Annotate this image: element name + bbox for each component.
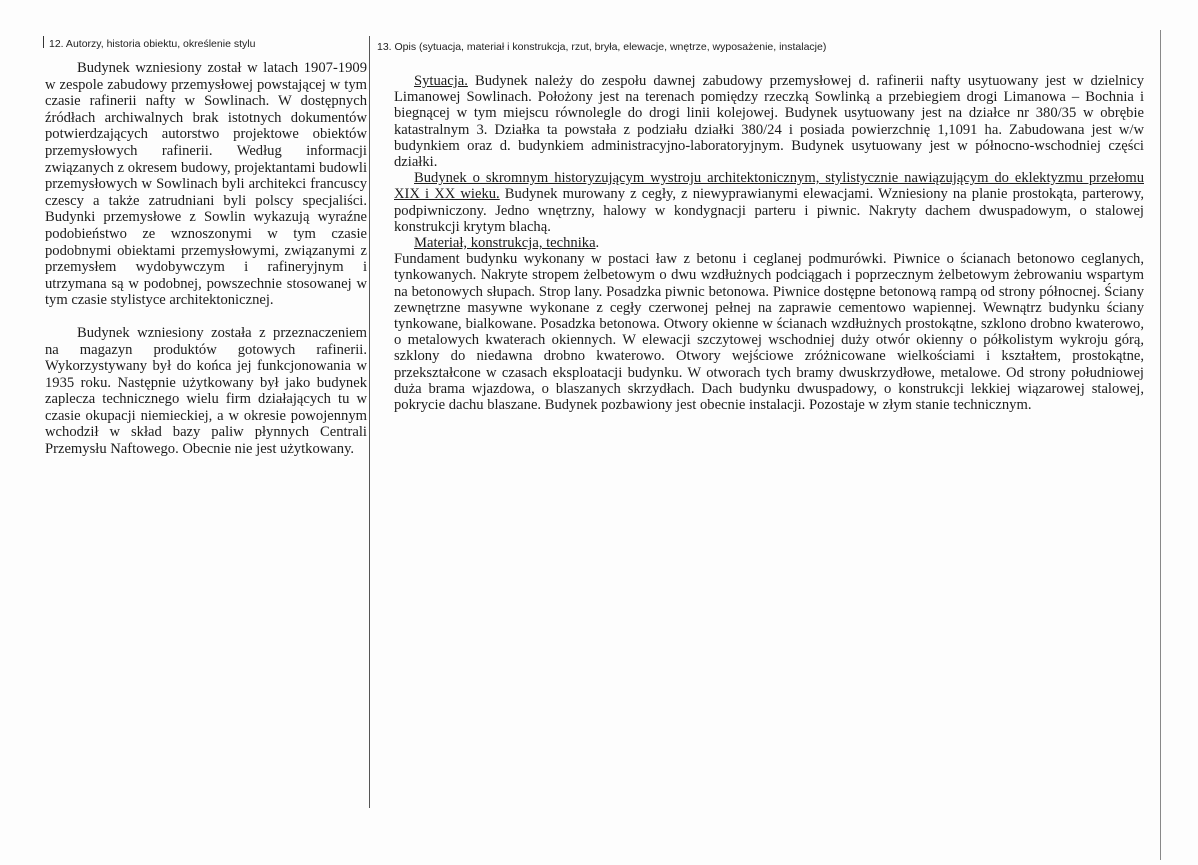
situation-label: Sytuacja. (414, 73, 468, 89)
material-label-end: . (595, 235, 600, 252)
material-heading (394, 235, 1144, 251)
style-paragraph (394, 170, 1144, 235)
left-column (45, 60, 367, 458)
situation-text: Budynek należy do zespołu dawnej zabudowy przemysłowej d. rafinerii nafty usytuowany jest w dzielnicy Limanowej Sowlinach. Położony jest na terenach pomiędzy rzeczką Sowlinką a przebiegiem drogi Limanowa – Bochnia i biegnącej w tym miejscu równolegle do drogi linii kolejowej. Budynek usytuowany jest na działce nr 380/35 w obrębie katastralnym 3. Działka ta powstała z podziału działki 380/24 i posiada powierzchnię 1,1091 ha. Zabudowana jest w/w budynkiem oraz d. budynkiem administracyjno-laboratoryjnym. Budynek usytuowany jest w północno-wschodniej części działki. (394, 73, 1144, 171)
style-text: Budynek murowany z cegły, z niewyprawianymi elewacjami. Wzniesiony na planie prostokąta, parterowy, podpiwniczony. Jedno wnętrzny, halowy w kondygnacji parteru i piwnic. Nakryty dachem dwuspadowym, o stalowej konstrukcji krytym blachą. (394, 186, 1144, 235)
history-paragraph-2: Budynek wzniesiony została z przeznaczeniem na magazyn produktów gotowych rafinerii. Wykorzystywany był do końca jej funkcjonowania w 1935 roku. Następnie użytkowany był jako budynek zaplecza technicznego wielu firm działających tu w czasie okupacji niemieckiej, a w okresie powojennym wchodził w skład bazy paliw płynnych Centrali Przemysłu Naftowego. Obecnie nie jest użytkowany. (45, 324, 367, 458)
right-column (394, 73, 1144, 413)
left-column-header: 12. Autorzy, historia obiektu, określenie stylu (49, 38, 256, 50)
situation-paragraph (394, 73, 1144, 170)
style-label: Budynek o skromnym historyzującym wystroju architektonicznym, stylistycznie nawiązującym do eklektyzmu przełomu XIX i XX wieku. (394, 170, 1144, 203)
right-column-header: 13. Opis (sytuacja, materiał i konstrukcja, rzut, bryła, elewacje, wnętrze, wyposażenie, instalacje) (377, 41, 827, 53)
material-label: Materiał, konstrukcja, technika (414, 235, 596, 252)
history-paragraph-1: Budynek wzniesiony został w latach 1907-1909 w zespole zabudowy przemysłowej powstającej w tym czasie rafinerii nafty w Sowlinach. W dostępnych źródłach archiwalnych brak istotnych dokumentów potwierdzających autorstwo projektowe obiektów przemysłowych rafinerii. Według informacji związanych z okresem budowy, projektantami budowli przemysłowych w Sowlinach byli architekci francuscy czescy a także zatrudniani byli polscy specjaliści. Budynki przemysłowe z Sowlin wykazują wyraźne podobieństwo ze wznoszonymi w tym czasie podobnymi obiektami przemysłowymi, związanymi z przemysłem wydobywczym i rafineryjnym i utrzymana są w podobnej, powszechnie stosowanej w tym czasie stylistyce architektonicznej. (45, 60, 367, 309)
column-divider (369, 36, 370, 808)
material-paragraph: Fundament budynku wykonany w postaci ław z betonu i ceglanej podmurówki. Piwnice o ścianach betonowo ceglanych, tynkowanych. Nakryte stropem żelbetowym o dwu wzdłużnych podciągach i poprzecznym żelbetowym żebrowaniu wspartym na betonowych słupach. Strop lany. Posadzka piwnic betonowa. Piwnice dostępne betonową rampą od strony północnej. Ściany zewnętrzne masywne wykonane z cegły czerwonej pełnej na zaprawie cementowo wapiennej. Wewnątrz budynku ściany tynkowane, bialkowane. Posadzka betonowa. Otwory okienne w ścianach wzdłużnych prostokątne, szklono drobno kwaterowo, o metalowych kwaterach okiennych. W elewacji szczytowej wschodniej duży otwór okienny o półkolistym wykroju górą, szklony do niedawna drobno kwaterowo. Otwory wejściowe zróżnicowane wielkościami i kształtem, prostokątne, przekształcone w czasach eksploatacji budynku. W otworach tych bramy dwuskrzydłowe, metalowe. Od strony południowej duża brama wjazdowa, o blaszanych skrzydłach. Dach budynku dwuspadowy, o konstrukcji lekkiej wiązarowej stalowej, pokrycie dachu blaszane. Budynek pozbawiony jest obecnie instalacji. Pozostaje w złym stanie technicznym. (394, 251, 1144, 414)
left-margin-rule (43, 36, 44, 48)
right-edge-rule (1160, 30, 1161, 860)
